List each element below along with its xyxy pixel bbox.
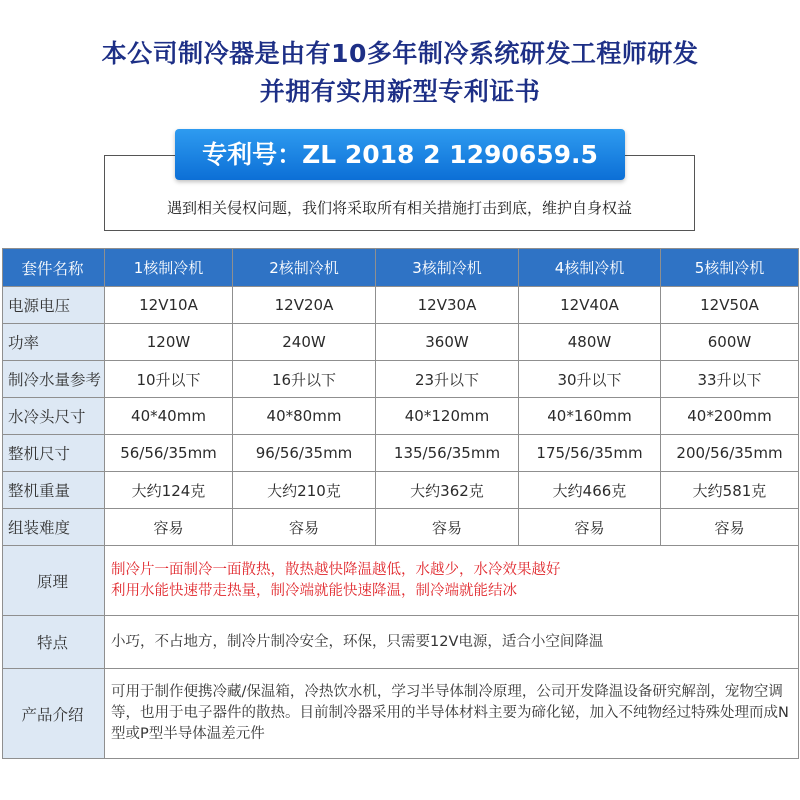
table-cell: 12V50A <box>661 287 799 324</box>
table-cell: 120W <box>105 324 233 361</box>
table-cell: 大约581克 <box>661 472 799 509</box>
row-label: 组装难度 <box>3 509 105 546</box>
table-cell: 10升以下 <box>105 361 233 398</box>
table-cell: 大约362克 <box>376 472 519 509</box>
table-cell: 容易 <box>105 509 233 546</box>
table-cell: 40*40mm <box>105 398 233 435</box>
table-row <box>3 398 799 435</box>
row-label: 制冷水量参考 <box>3 361 105 398</box>
table-cell: 200/56/35mm <box>661 435 799 472</box>
row-label: 功率 <box>3 324 105 361</box>
features-row <box>3 616 799 669</box>
infringement-notice: 遇到相关侵权问题，我们将采取所有相关措施打击到底，维护自身权益 <box>166 199 632 217</box>
row-label: 特点 <box>3 616 105 669</box>
row-label: 原理 <box>3 546 105 616</box>
header-cell: 2核制冷机 <box>233 249 376 287</box>
table-cell: 33升以下 <box>661 361 799 398</box>
spec-table <box>2 248 799 759</box>
row-label: 水冷头尺寸 <box>3 398 105 435</box>
principle-row <box>3 546 799 616</box>
row-label: 整机尺寸 <box>3 435 105 472</box>
headline-line-1: 本公司制冷器是由有10多年制冷系统研发工程师研发 <box>101 39 699 68</box>
principle-text <box>105 546 799 616</box>
table-cell: 96/56/35mm <box>233 435 376 472</box>
table-cell: 容易 <box>233 509 376 546</box>
table-cell: 大约124克 <box>105 472 233 509</box>
table-cell: 12V40A <box>519 287 661 324</box>
header-cell: 套件名称 <box>3 249 105 287</box>
table-cell: 30升以下 <box>519 361 661 398</box>
table-header-row <box>3 249 799 287</box>
table-cell: 12V10A <box>105 287 233 324</box>
header-cell: 4核制冷机 <box>519 249 661 287</box>
row-label: 产品介绍 <box>3 669 105 759</box>
table-cell: 容易 <box>661 509 799 546</box>
table-cell: 56/56/35mm <box>105 435 233 472</box>
table-row <box>3 472 799 509</box>
table-cell: 40*200mm <box>661 398 799 435</box>
patent-number-banner: 专利号：ZL 2018 2 1290659.5 <box>175 129 625 180</box>
table-cell: 40*80mm <box>233 398 376 435</box>
intro-text: 可用于制作便携冷藏/保温箱，冷热饮水机，学习半导体制冷原理，公司开发降温设备研究解剖，宠物空调等，也用于电子器件的散热。目前制冷器采用的半导体材料主要为碲化铋，加入不纯物经过特殊处理而成N型或P型半导体温差元件 <box>105 669 799 759</box>
header-cell: 5核制冷机 <box>661 249 799 287</box>
table-cell: 480W <box>519 324 661 361</box>
row-label: 电源电压 <box>3 287 105 324</box>
table-cell: 大约210克 <box>233 472 376 509</box>
table-cell: 12V20A <box>233 287 376 324</box>
table-cell: 23升以下 <box>376 361 519 398</box>
intro-row <box>3 669 799 759</box>
principle-line-2: 利用水能快速带走热量，制冷端就能快速降温，制冷端就能结冰 <box>111 582 517 599</box>
table-cell: 40*120mm <box>376 398 519 435</box>
table-cell: 容易 <box>376 509 519 546</box>
principle-line-1: 制冷片一面制冷一面散热，散热越快降温越低，水越少，水冷效果越好 <box>111 561 561 578</box>
table-cell: 240W <box>233 324 376 361</box>
table-cell: 40*160mm <box>519 398 661 435</box>
table-row <box>3 324 799 361</box>
table-row <box>3 435 799 472</box>
table-cell: 容易 <box>519 509 661 546</box>
table-cell: 16升以下 <box>233 361 376 398</box>
table-cell: 12V30A <box>376 287 519 324</box>
table-row <box>3 287 799 324</box>
headline-line-2: 并拥有实用新型专利证书 <box>259 77 541 106</box>
header-cell: 1核制冷机 <box>105 249 233 287</box>
table-cell: 大约466克 <box>519 472 661 509</box>
row-label: 整机重量 <box>3 472 105 509</box>
table-cell: 135/56/35mm <box>376 435 519 472</box>
header-cell: 3核制冷机 <box>376 249 519 287</box>
table-cell: 175/56/35mm <box>519 435 661 472</box>
table-cell: 360W <box>376 324 519 361</box>
table-row <box>3 509 799 546</box>
table-row <box>3 361 799 398</box>
features-text: 小巧，不占地方，制冷片制冷安全，环保，只需要12V电源，适合小空间降温 <box>105 616 799 669</box>
table-cell: 600W <box>661 324 799 361</box>
